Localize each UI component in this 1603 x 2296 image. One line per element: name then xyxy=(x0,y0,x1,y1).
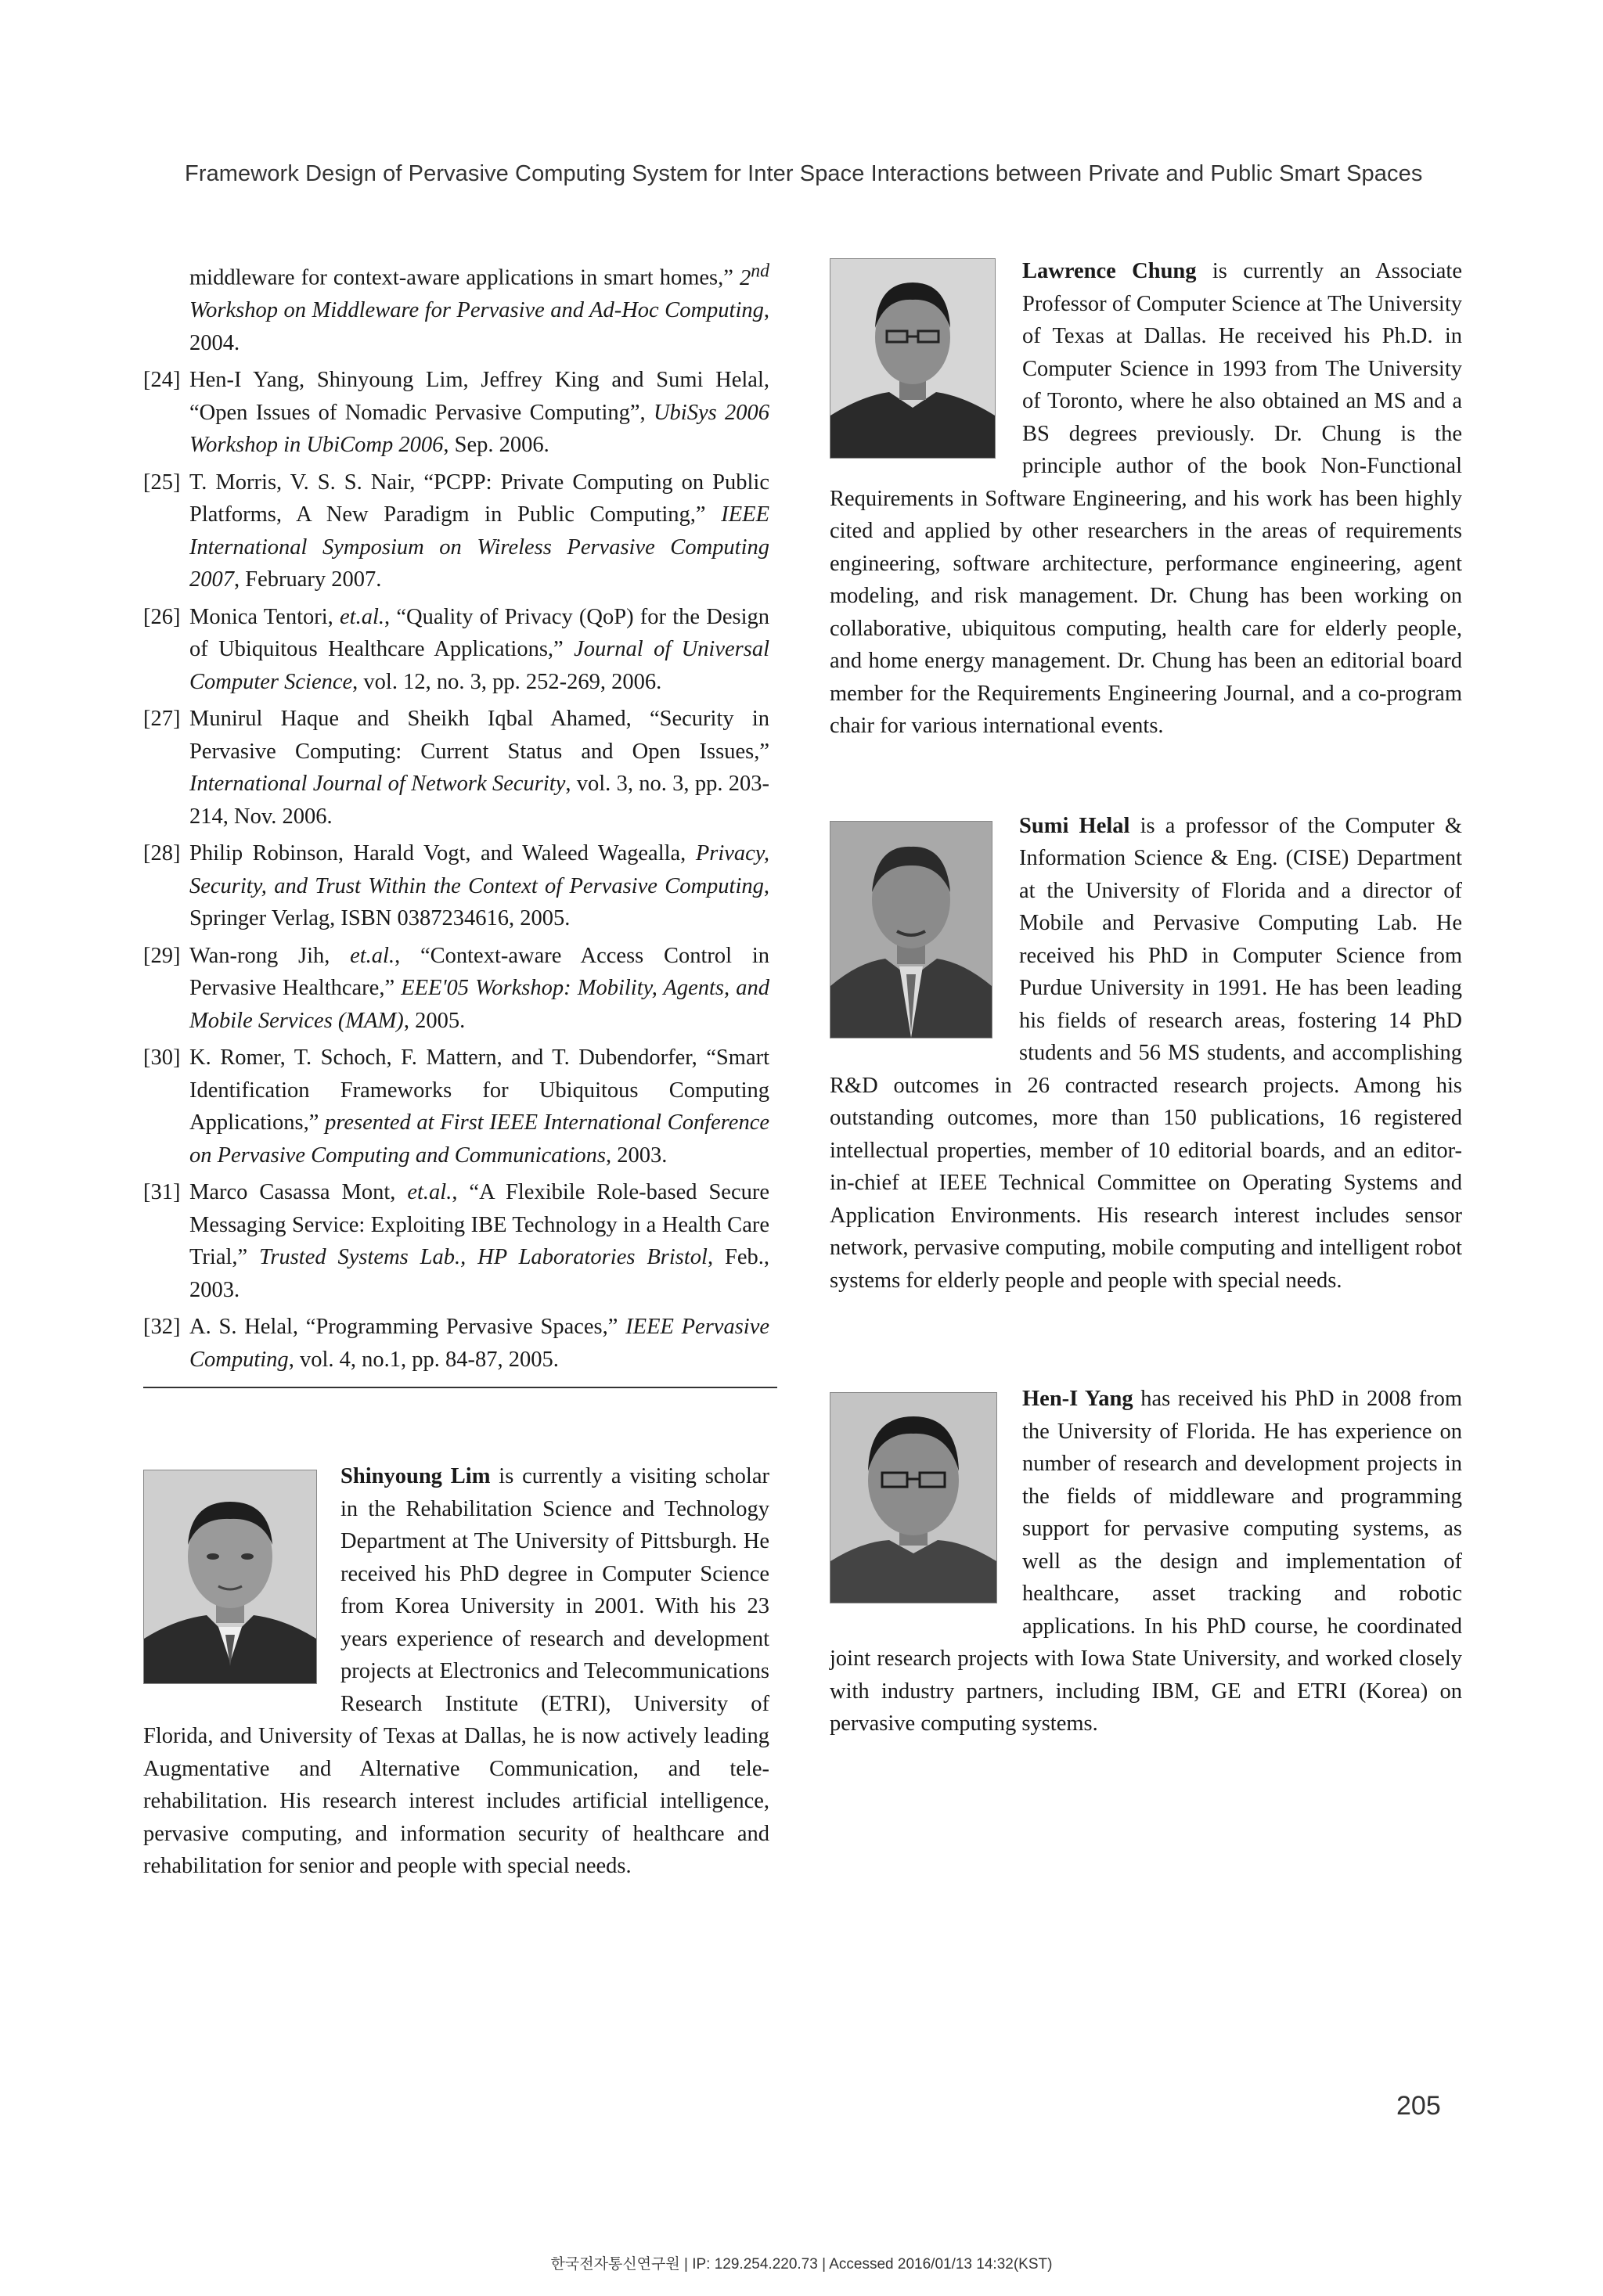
access-footer: 한국전자통신연구원 | IP: 129.254.220.73 | Accessed 2016/01/13 14:32(KST) xyxy=(550,2256,1053,2273)
author-bio-text: is a professor of the Computer & Information Science & Eng. (CISE) Department at the University of Florida and a director of Mobile and Pervasive Computing Lab. He received his PhD in Computer Science from Purdue University in 1991. He has been leading his fields of research areas, fostering 14 PhD students and 56 MS students, and accomplishing R&D outcomes in 26 contracted research projects. Among his outstanding outcomes, more than 150 publications, 16 registered intellectual properties, member of 10 editorial boards, and an editor-in-chief at IEEE Technical Committee on Operating Systems and Application Environments. His research interest includes sensor network, pervasive computing, mobile computing and intelligent robot systems for elderly people and people with special needs. xyxy=(830,813,1462,1293)
ref-text: Marco Casassa Mont, xyxy=(189,1180,408,1204)
ref-text: Philip Robinson, Harald Vogt, and Waleed Wagealla, xyxy=(189,841,696,865)
ref-text: T. Morris, V. S. S. Nair, “PCPP: Private Computing on Public Platforms, A New Paradigm in Public Computing,” xyxy=(189,470,769,527)
author-bio-sumi-helal xyxy=(830,810,1462,1297)
ref-text: , “Quality of Privacy (QoP) for the Design of Ubiquitous Healthcare Applications,” xyxy=(189,604,769,661)
ref-text: , 2004. xyxy=(189,298,769,355)
reference-31 xyxy=(143,1176,769,1306)
ref-text: , vol. 4, no.1, pp. 84-87, 2005. xyxy=(288,1347,559,1372)
author-name: Shinyoung Lim xyxy=(340,1464,491,1488)
reference-29 xyxy=(143,940,769,1038)
author-bio-text: has received his PhD in 2008 from the University of Florida. He has experience on number of research and development projects in the fields of middleware and programming support for pervasive computing systems, as well as the design and implementation of healthcare, asset tracking and robotic applications. In his PhD course, he coordinated joint research projects with Iowa State University, and worked closely with industry partners, including IBM, GE and ETRI (Korea) on pervasive computing systems. xyxy=(830,1387,1462,1736)
ref-text: , Feb., 2003. xyxy=(189,1245,769,1302)
ref-text: K. Romer, T. Schoch, F. Mattern, and T. Dubendorfer, “Smart Identification Frameworks for Ubiquitous Computing Applications,” xyxy=(189,1045,769,1135)
running-header: Framework Design of Pervasive Computing System for Inter Space Interactions between Private and Public Smart Spaces xyxy=(185,161,1423,186)
ref-venue: International Journal of Network Security xyxy=(189,772,566,796)
ref-venue: Journal of Universal Computer Science xyxy=(189,637,769,694)
ref-venue: Privacy, Security, and Trust Within the Context of Pervasive Computing xyxy=(189,841,769,898)
ref-text: Hen-I Yang, Shinyoung Lim, Jeffrey King and Sumi Helal, “Open Issues of Nomadic Pervasive Computing”, xyxy=(189,368,769,425)
reference-25 xyxy=(143,466,769,596)
reference-23-continued xyxy=(143,255,769,359)
ref-venue: IEEE Pervasive Computing xyxy=(189,1315,770,1372)
author-name: Lawrence Chung xyxy=(1022,259,1197,283)
ref-etal: et.al. xyxy=(340,604,384,629)
ref-text: A. S. Helal, “Programming Pervasive Spaces,” xyxy=(189,1315,626,1339)
reference-32 xyxy=(143,1311,769,1376)
author-name: Hen-I Yang xyxy=(1022,1387,1133,1411)
ref-text: , “A Flexibile Role-based Secure Messaging Service: Exploiting IBE Technology in a Health Care Trial,” xyxy=(189,1180,769,1269)
reference-30 xyxy=(143,1042,769,1171)
left-column xyxy=(143,255,769,1883)
author-bio-text: is currently an Associate Professor of Computer Science at The University of Texas at Dallas. He received his Ph.D. in Computer Science in 1993 from The University of Toronto, where he also obtained an MS and a BS degrees previously. Dr. Chung is the principle author of the book Non-Functional Requirements in Software Engineering, and his work has been highly cited and applied by other researchers in the areas of requirements engineering, software architecture, performance engineering, agent modeling, and risk management. Dr. Chung has been working on collaborative, ubiquitous computing, health care for elderly people, and home energy management. Dr. Chung has been an editorial board member for the Requirements Engineering Journal, and a co-program chair for various international events. xyxy=(830,259,1462,738)
ref-text: , February 2007. xyxy=(234,567,382,592)
reference-28 xyxy=(143,837,769,935)
ref-number: [27] xyxy=(143,707,181,731)
author-bio-hen-i-yang xyxy=(830,1383,1462,1740)
author-photo-shinyoung-lim xyxy=(143,1470,317,1684)
ref-etal: et.al. xyxy=(407,1180,452,1204)
ref-venue: EEE'05 Workshop: Mobility, Agents, and Mobile Services (MAM) xyxy=(189,976,769,1033)
ref-number: [28] xyxy=(143,841,181,865)
ref-text: , vol. 12, no. 3, pp. 252-269, 2006. xyxy=(352,669,662,694)
author-photo-hen-i-yang xyxy=(830,1392,997,1603)
ref-text: , 2003. xyxy=(605,1143,668,1168)
author-name: Sumi Helal xyxy=(1019,813,1130,838)
ref-text: Wan-rong Jih, xyxy=(189,943,351,968)
page-number: 205 xyxy=(1396,2091,1441,2121)
ref-number: [24] xyxy=(143,368,181,392)
ref-text: , Springer Verlag, ISBN 0387234616, 2005. xyxy=(189,873,769,930)
ref-venue: presented at First IEEE International Conference on Pervasive Computing and Communications xyxy=(189,1110,769,1168)
reference-24 xyxy=(143,364,769,462)
author-bio-text: is currently a visiting scholar in the Rehabilitation Science and Technology Department at The University of Pittsburgh. He received his PhD degree in Computer Science from Korea University in 2001. With his 23 years experience of research and development projects at Electronics and Telecommunications Research Institute (ETRI), University of Florida, and University of Texas at Dallas, he is now actively leading Augmentative and Alternative Communication, and tele-rehabilitation. His research interest includes artificial intelligence, pervasive computing, and information security of healthcare and rehabilitation for senior and people with special needs. xyxy=(143,1464,769,1878)
ref-number: [26] xyxy=(143,604,181,629)
ref-venue: 2nd Workshop on Middleware for Pervasive and Ad-Hoc Computing xyxy=(189,261,770,322)
ref-text: , 2005. xyxy=(403,1008,466,1033)
ref-text: Munirul Haque and Sheikh Iqbal Ahamed, “Security in Pervasive Computing: Current Status and Open Issues,” xyxy=(189,707,769,764)
author-photo-sumi-helal xyxy=(830,821,992,1038)
ref-number: [25] xyxy=(143,470,181,495)
ref-text: , Sep. 2006. xyxy=(443,433,549,457)
references-divider xyxy=(143,1387,777,1388)
author-photo-lawrence-chung xyxy=(830,258,996,459)
author-bio-shinyoung-lim xyxy=(143,1460,769,1883)
ref-venue: IEEE International Symposium on Wireless Pervasive Computing 2007 xyxy=(189,502,769,592)
ref-venue: UbiSys 2006 Workshop in UbiComp 2006 xyxy=(189,400,770,457)
ref-text: , “Context-aware Access Control in Pervasive Healthcare,” xyxy=(189,943,769,1000)
reference-27 xyxy=(143,703,769,833)
ref-number: [30] xyxy=(143,1045,181,1070)
author-bio-lawrence-chung xyxy=(830,255,1462,743)
reference-26 xyxy=(143,601,769,699)
ref-number: [32] xyxy=(143,1315,181,1339)
ref-number: [31] xyxy=(143,1180,181,1204)
ref-text: Monica Tentori, xyxy=(189,604,340,629)
ref-text: middleware for context-aware applications in smart homes,” xyxy=(189,265,733,290)
ref-venue: Trusted Systems Lab., HP Laboratories Bristol xyxy=(259,1245,708,1269)
ref-number: [29] xyxy=(143,943,181,968)
ref-etal: et.al. xyxy=(350,943,395,968)
right-column xyxy=(830,255,1462,1740)
ref-text: , vol. 3, no. 3, pp. 203-214, Nov. 2006. xyxy=(189,772,769,829)
